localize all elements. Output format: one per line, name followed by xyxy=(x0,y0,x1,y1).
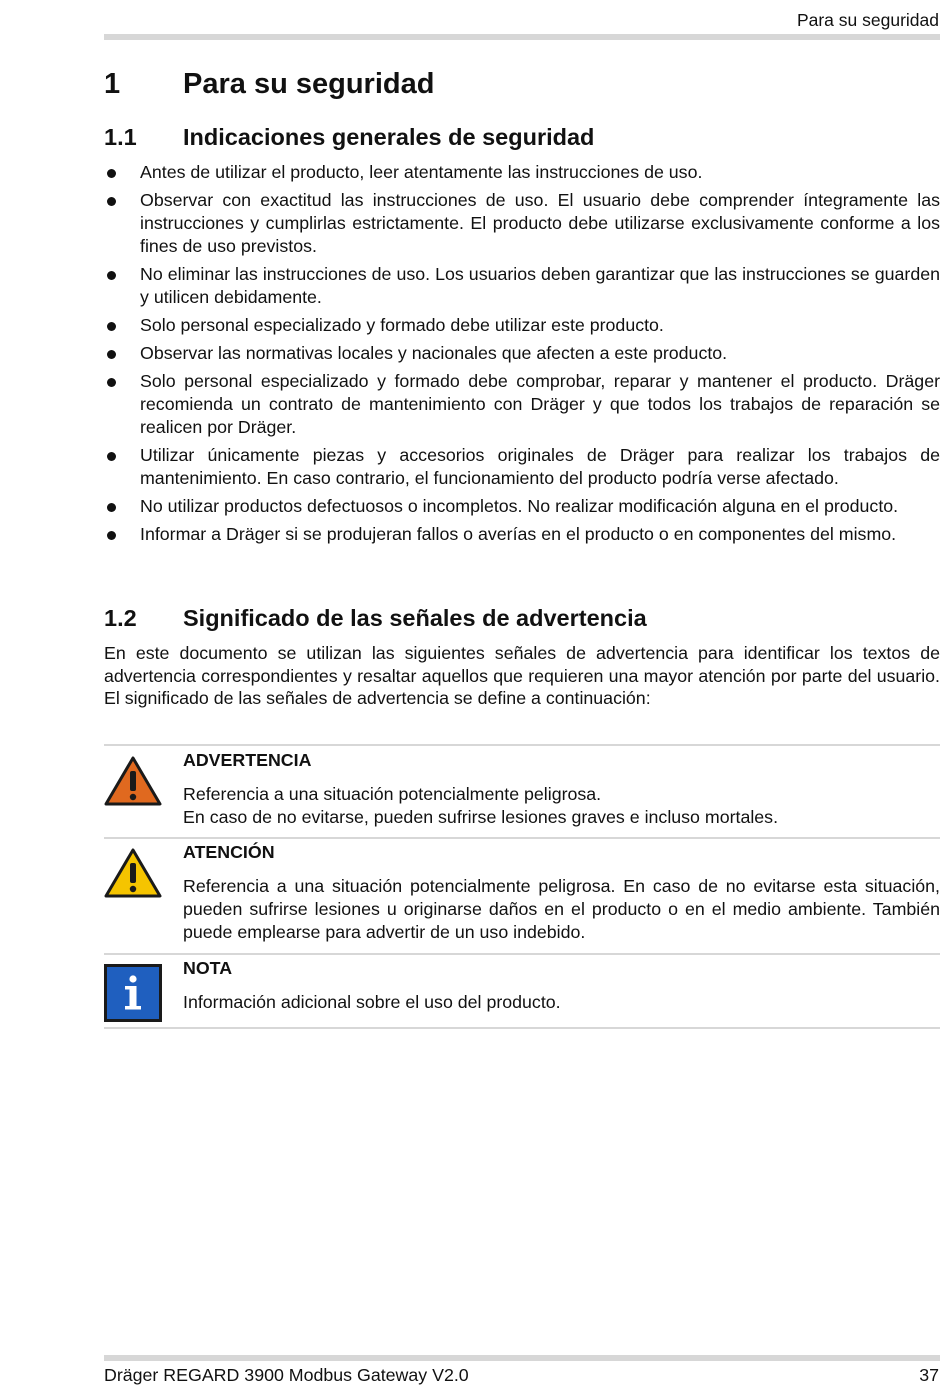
list-item: Observar las normativas locales y nacionales que afecten a este producto. xyxy=(104,342,940,365)
safety-instructions-list xyxy=(104,161,940,551)
section-intro-paragraph: En este documento se utilizan las siguientes señales de advertencia para identificar los textos de advertencia correspondientes y resaltar aquellos que requieren una mayor atención por parte del usuario. El significado de las señales de advertencia se define a continuación: xyxy=(104,643,940,708)
list-item: No eliminar las instrucciones de uso. Los usuarios deben garantizar que las instrucciones se guarden y utilicen debidamente. xyxy=(104,263,940,309)
list-item: Solo personal especializado y formado debe utilizar este producto. xyxy=(104,314,940,337)
section-title: Para su seguridad xyxy=(183,68,435,100)
bullet-icon xyxy=(107,503,116,512)
section-number: 1.1 xyxy=(104,124,137,150)
bullet-icon xyxy=(107,197,116,206)
caution-triangle-yellow-icon xyxy=(104,848,162,898)
section-title: Significado de las señales de advertencia xyxy=(183,605,647,631)
section-1-2-heading xyxy=(104,605,647,632)
list-item: No utilizar productos defectuosos o incompletos. No realizar modificación alguna en el producto. xyxy=(104,495,940,518)
section-number: 1 xyxy=(104,68,121,100)
section-1-1-heading xyxy=(104,124,594,151)
header-rule xyxy=(104,34,940,40)
bullet-icon xyxy=(107,322,116,331)
footer-document-title: Dräger REGARD 3900 Modbus Gateway V2.0 xyxy=(104,1365,469,1385)
signal-body xyxy=(183,839,940,944)
list-item: Solo personal especializado y formado debe comprobar, reparar y mantener el producto. Dräger recomienda un contrato de mantenimiento con Dräger y que todos los trabajos de reparación se realicen por Dräger. xyxy=(104,370,940,439)
signal-label: NOTA xyxy=(183,958,233,978)
signal-description: Referencia a una situación potencialmente peligrosa. En caso de no evitarse esta situación, pueden sufrirse lesiones u originarse daños en el producto o en el medio ambiente. También puede emplearse para advertir de un uso indebido. xyxy=(183,876,940,942)
bullet-icon xyxy=(107,350,116,359)
bullet-icon xyxy=(107,452,116,461)
bullet-icon xyxy=(107,378,116,387)
bullet-icon xyxy=(107,531,116,540)
footer-rule xyxy=(104,1355,940,1361)
signal-row-caution xyxy=(104,837,940,953)
list-item: Informar a Dräger si se produjeran fallos o averías en el producto o en componentes del mismo. xyxy=(104,523,940,546)
bullet-icon xyxy=(107,169,116,178)
page-number: 37 xyxy=(919,1365,939,1385)
section-1-heading xyxy=(104,68,434,101)
signal-body xyxy=(183,955,940,1014)
signal-description: Referencia a una situación potencialmente peligrosa. En caso de no evitarse, pueden sufrirse lesiones graves e incluso mortales. xyxy=(183,784,779,827)
list-item: Utilizar únicamente piezas y accesorios originales de Dräger para realizar los trabajos de mantenimiento. En caso contrario, el funcionamiento del producto podría verse afectado. xyxy=(104,444,940,490)
signal-row-warning xyxy=(104,744,940,837)
list-item: Observar con exactitud las instrucciones de uso. El usuario debe comprender íntegramente las instrucciones y cumplirlas estrictamente. El producto debe utilizarse exclusivamente conforme a los fines de uso previstos. xyxy=(104,189,940,258)
warning-triangle-orange-icon xyxy=(104,756,162,806)
signal-label: ATENCIÓN xyxy=(183,842,275,862)
signal-description: Información adicional sobre el uso del producto. xyxy=(183,992,561,1012)
info-square-blue-icon xyxy=(104,964,162,1022)
signal-body xyxy=(183,746,940,829)
section-number: 1.2 xyxy=(104,605,137,631)
signal-row-note xyxy=(104,953,940,1029)
running-header: Para su seguridad xyxy=(796,10,939,30)
signal-label: ADVERTENCIA xyxy=(183,750,312,770)
list-item: Antes de utilizar el producto, leer atentamente las instrucciones de uso. xyxy=(104,161,940,184)
bullet-icon xyxy=(107,271,116,280)
warning-signals-table xyxy=(104,744,940,1029)
section-title: Indicaciones generales de seguridad xyxy=(183,124,595,150)
